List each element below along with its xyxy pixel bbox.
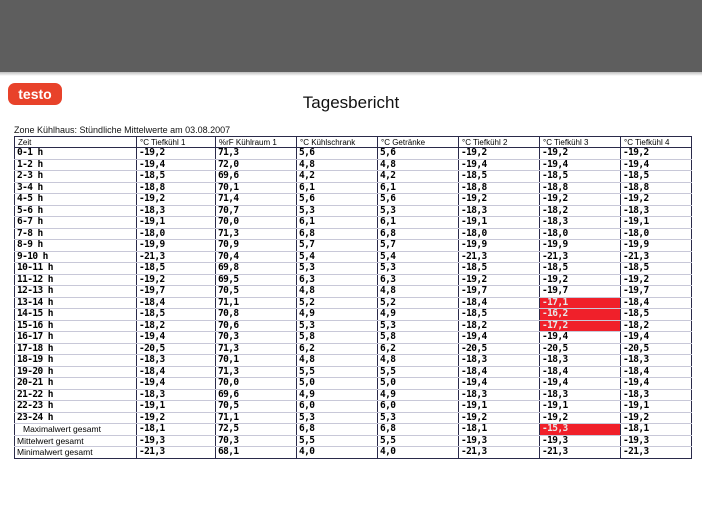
table-row	[15, 286, 692, 298]
value-cell: -19,7	[621, 286, 692, 298]
value-cell: 5,8	[297, 332, 378, 344]
value-cell: 5,8	[378, 332, 459, 344]
value-cell: 4,9	[378, 309, 459, 321]
value-cell: -19,7	[459, 286, 540, 298]
value-cell: -19,2	[459, 274, 540, 286]
time-cell: 12-13 h	[15, 286, 137, 298]
summary-row	[15, 424, 692, 436]
value-cell: 5,5	[297, 435, 378, 447]
value-cell: 5,0	[297, 378, 378, 390]
table-row	[15, 378, 692, 390]
value-cell: 70,9	[216, 240, 297, 252]
value-cell: -18,3	[540, 355, 621, 367]
table-row	[15, 228, 692, 240]
hourly-averages-table	[14, 136, 692, 459]
value-cell: -18,3	[540, 217, 621, 229]
value-cell: 5,3	[297, 205, 378, 217]
value-cell: -19,2	[137, 274, 216, 286]
value-cell: -18,3	[137, 355, 216, 367]
value-cell: -16,2	[540, 309, 621, 321]
table-row	[15, 274, 692, 286]
value-cell: 6,2	[378, 343, 459, 355]
value-cell: 5,3	[378, 320, 459, 332]
value-cell: -21,3	[137, 447, 216, 459]
value-cell: -19,1	[621, 401, 692, 413]
value-cell: -18,8	[137, 182, 216, 194]
value-cell: -18,8	[621, 182, 692, 194]
value-cell: 4,8	[378, 355, 459, 367]
value-cell: -18,2	[459, 320, 540, 332]
value-cell: 5,6	[378, 148, 459, 160]
time-cell: 5-6 h	[15, 205, 137, 217]
value-cell: 5,3	[378, 205, 459, 217]
value-cell: -19,4	[621, 378, 692, 390]
value-cell: 6,3	[378, 274, 459, 286]
value-cell: 5,3	[378, 412, 459, 424]
value-cell: 69,6	[216, 389, 297, 401]
time-cell: 18-19 h	[15, 355, 137, 367]
table-row	[15, 355, 692, 367]
value-cell: -18,0	[540, 228, 621, 240]
value-cell: -19,7	[137, 286, 216, 298]
time-cell: 20-21 h	[15, 378, 137, 390]
table-row	[15, 366, 692, 378]
value-cell: 70,5	[216, 401, 297, 413]
value-cell: -18,5	[621, 263, 692, 275]
value-cell: -18,5	[540, 171, 621, 183]
value-cell: -19,4	[459, 332, 540, 344]
value-cell: 71,3	[216, 343, 297, 355]
value-cell: 70,0	[216, 217, 297, 229]
value-cell: -17,1	[540, 297, 621, 309]
value-cell: -18,5	[621, 171, 692, 183]
value-cell: 71,4	[216, 194, 297, 206]
value-cell: 6,8	[378, 424, 459, 436]
column-header: °C Getränke	[378, 137, 459, 148]
value-cell: -19,4	[621, 332, 692, 344]
value-cell: -18,3	[137, 205, 216, 217]
column-header: °C Kühlschrank	[297, 137, 378, 148]
value-cell: 69,5	[216, 274, 297, 286]
value-cell: 4,8	[378, 286, 459, 298]
table-row	[15, 194, 692, 206]
time-cell: 1-2 h	[15, 159, 137, 171]
value-cell: -20,5	[459, 343, 540, 355]
value-cell: 5,6	[297, 194, 378, 206]
value-cell: 5,5	[378, 366, 459, 378]
value-cell: 6,0	[378, 401, 459, 413]
value-cell: -19,2	[137, 194, 216, 206]
value-cell: -19,1	[540, 401, 621, 413]
value-cell: -19,2	[621, 412, 692, 424]
time-cell: 11-12 h	[15, 274, 137, 286]
report-title: Tagesbericht	[302, 93, 400, 112]
table-row	[15, 148, 692, 160]
time-cell: 2-3 h	[15, 171, 137, 183]
time-cell: 15-16 h	[15, 320, 137, 332]
value-cell: 4,9	[297, 389, 378, 401]
value-cell: -20,5	[540, 343, 621, 355]
value-cell: 5,7	[378, 240, 459, 252]
value-cell: 6,8	[378, 228, 459, 240]
value-cell: -19,3	[137, 435, 216, 447]
time-cell: 17-18 h	[15, 343, 137, 355]
value-cell: -19,7	[540, 286, 621, 298]
table-row	[15, 217, 692, 229]
value-cell: -18,4	[459, 366, 540, 378]
time-cell: 13-14 h	[15, 297, 137, 309]
value-cell: 4,8	[297, 286, 378, 298]
value-cell: 5,4	[378, 251, 459, 263]
value-cell: -19,2	[137, 148, 216, 160]
value-cell: -19,2	[540, 274, 621, 286]
value-cell: 6,1	[297, 217, 378, 229]
value-cell: -18,3	[540, 389, 621, 401]
value-cell: -19,2	[540, 412, 621, 424]
value-cell: 70,6	[216, 320, 297, 332]
value-cell: -19,9	[137, 240, 216, 252]
value-cell: -18,1	[137, 424, 216, 436]
value-cell: 5,3	[297, 320, 378, 332]
value-cell: -18,1	[621, 424, 692, 436]
value-cell: -19,4	[459, 378, 540, 390]
value-cell: -21,3	[540, 447, 621, 459]
time-cell: 7-8 h	[15, 228, 137, 240]
time-cell: 6-7 h	[15, 217, 137, 229]
value-cell: -18,3	[621, 389, 692, 401]
logo-text: testo	[18, 86, 52, 102]
time-cell: 9-10 h	[15, 251, 137, 263]
value-cell: -21,3	[459, 251, 540, 263]
value-cell: -19,2	[137, 412, 216, 424]
time-cell: 4-5 h	[15, 194, 137, 206]
value-cell: -19,2	[621, 194, 692, 206]
value-cell: -18,5	[459, 309, 540, 321]
value-cell: 6,1	[378, 182, 459, 194]
summary-label: Mittelwert gesamt	[15, 435, 137, 447]
value-cell: 5,7	[297, 240, 378, 252]
value-cell: 71,3	[216, 366, 297, 378]
value-cell: 70,7	[216, 205, 297, 217]
value-cell: -18,2	[137, 320, 216, 332]
table-row	[15, 240, 692, 252]
table-row	[15, 309, 692, 321]
summary-row	[15, 447, 692, 459]
value-cell: -18,5	[459, 263, 540, 275]
table-header-row	[15, 137, 692, 148]
value-cell: -19,1	[459, 401, 540, 413]
value-cell: 70,0	[216, 378, 297, 390]
table-row	[15, 401, 692, 413]
table-body	[15, 148, 692, 459]
value-cell: 4,9	[297, 309, 378, 321]
value-cell: 70,3	[216, 435, 297, 447]
value-cell: 5,2	[378, 297, 459, 309]
table-row	[15, 263, 692, 275]
value-cell: -18,5	[137, 263, 216, 275]
value-cell: -19,4	[621, 159, 692, 171]
value-cell: -18,2	[540, 205, 621, 217]
column-header: °C Tiefkühl 1	[137, 137, 216, 148]
time-cell: 10-11 h	[15, 263, 137, 275]
value-cell: 6,8	[297, 424, 378, 436]
value-cell: -18,8	[540, 182, 621, 194]
value-cell: -19,4	[137, 378, 216, 390]
value-cell: -18,3	[459, 355, 540, 367]
value-cell: 5,5	[378, 435, 459, 447]
value-cell: -19,4	[137, 159, 216, 171]
value-cell: 70,3	[216, 332, 297, 344]
value-cell: 4,2	[297, 171, 378, 183]
value-cell: 5,3	[378, 263, 459, 275]
column-header: °C Tiefkühl 2	[459, 137, 540, 148]
value-cell: -19,3	[540, 435, 621, 447]
value-cell: 4,8	[297, 355, 378, 367]
value-cell: -18,3	[459, 205, 540, 217]
value-cell: -19,1	[621, 217, 692, 229]
value-cell: 70,8	[216, 309, 297, 321]
time-cell: 22-23 h	[15, 401, 137, 413]
value-cell: 5,3	[297, 263, 378, 275]
value-cell: 69,6	[216, 171, 297, 183]
value-cell: -18,4	[621, 366, 692, 378]
time-cell: 23-24 h	[15, 412, 137, 424]
value-cell: 70,4	[216, 251, 297, 263]
value-cell: -19,9	[459, 240, 540, 252]
value-cell: 4,8	[378, 159, 459, 171]
value-cell: -19,1	[459, 217, 540, 229]
value-cell: 71,1	[216, 297, 297, 309]
value-cell: -19,4	[137, 332, 216, 344]
value-cell: 70,1	[216, 355, 297, 367]
value-cell: -19,2	[459, 194, 540, 206]
time-cell: 21-22 h	[15, 389, 137, 401]
summary-label: Maximalwert gesamt	[15, 424, 137, 436]
value-cell: 6,0	[297, 401, 378, 413]
value-cell: -18,5	[540, 263, 621, 275]
table-row	[15, 171, 692, 183]
table-row	[15, 389, 692, 401]
value-cell: -18,5	[137, 171, 216, 183]
table-row	[15, 205, 692, 217]
value-cell: -19,1	[137, 401, 216, 413]
value-cell: -21,3	[459, 447, 540, 459]
value-cell: -18,3	[621, 355, 692, 367]
value-cell: 4,2	[378, 171, 459, 183]
time-cell: 0-1 h	[15, 148, 137, 160]
table-row	[15, 332, 692, 344]
table-row	[15, 297, 692, 309]
header-shadow	[0, 72, 702, 76]
value-cell: -20,5	[621, 343, 692, 355]
column-header: °C Tiefkühl 3	[540, 137, 621, 148]
value-cell: 6,2	[297, 343, 378, 355]
value-cell: -18,4	[540, 366, 621, 378]
table-row	[15, 251, 692, 263]
value-cell: -18,3	[137, 389, 216, 401]
report-subtitle: Zone Kühlhaus: Stündliche Mittelwerte am 03.08.2007	[14, 125, 231, 135]
value-cell: -19,4	[540, 159, 621, 171]
value-cell: -18,0	[621, 228, 692, 240]
value-cell: -18,2	[621, 320, 692, 332]
value-cell: 4,0	[378, 447, 459, 459]
value-cell: -19,4	[459, 159, 540, 171]
value-cell: -19,4	[540, 332, 621, 344]
table-row	[15, 343, 692, 355]
value-cell: -21,3	[621, 251, 692, 263]
value-cell: -19,2	[621, 148, 692, 160]
value-cell: 68,1	[216, 447, 297, 459]
value-cell: -19,2	[621, 274, 692, 286]
value-cell: -18,0	[137, 228, 216, 240]
value-cell: -19,3	[621, 435, 692, 447]
value-cell: 5,2	[297, 297, 378, 309]
value-cell: -21,3	[621, 447, 692, 459]
value-cell: -19,2	[540, 148, 621, 160]
value-cell: -18,4	[621, 297, 692, 309]
value-cell: 4,9	[378, 389, 459, 401]
value-cell: 70,5	[216, 286, 297, 298]
value-cell: -17,2	[540, 320, 621, 332]
column-header: °C Tiefkühl 4	[621, 137, 692, 148]
value-cell: 4,8	[297, 159, 378, 171]
value-cell: -21,3	[137, 251, 216, 263]
table-row	[15, 412, 692, 424]
value-cell: 71,3	[216, 228, 297, 240]
time-cell: 3-4 h	[15, 182, 137, 194]
value-cell: 71,1	[216, 412, 297, 424]
value-cell: -19,1	[137, 217, 216, 229]
value-cell: -18,5	[137, 309, 216, 321]
value-cell: -19,3	[459, 435, 540, 447]
value-cell: -19,2	[459, 148, 540, 160]
value-cell: -19,4	[540, 378, 621, 390]
value-cell: 5,0	[378, 378, 459, 390]
value-cell: -18,8	[459, 182, 540, 194]
value-cell: -21,3	[540, 251, 621, 263]
value-cell: -18,4	[137, 366, 216, 378]
column-header: Zeit	[15, 137, 137, 148]
table-row	[15, 159, 692, 171]
value-cell: -18,4	[137, 297, 216, 309]
value-cell: -18,3	[459, 389, 540, 401]
value-cell: -18,5	[459, 171, 540, 183]
value-cell: 5,3	[297, 412, 378, 424]
time-cell: 8-9 h	[15, 240, 137, 252]
value-cell: -18,0	[459, 228, 540, 240]
value-cell: -20,5	[137, 343, 216, 355]
table-row	[15, 320, 692, 332]
value-cell: -18,4	[459, 297, 540, 309]
value-cell: 5,4	[297, 251, 378, 263]
time-cell: 14-15 h	[15, 309, 137, 321]
value-cell: -19,2	[540, 194, 621, 206]
value-cell: -19,9	[621, 240, 692, 252]
value-cell: 5,5	[297, 366, 378, 378]
value-cell: 72,0	[216, 159, 297, 171]
value-cell: 6,3	[297, 274, 378, 286]
value-cell: 69,8	[216, 263, 297, 275]
time-cell: 16-17 h	[15, 332, 137, 344]
value-cell: 4,0	[297, 447, 378, 459]
value-cell: -18,1	[459, 424, 540, 436]
value-cell: -15,3	[540, 424, 621, 436]
summary-row	[15, 435, 692, 447]
column-header: %rF Kühlraum 1	[216, 137, 297, 148]
value-cell: 6,1	[297, 182, 378, 194]
value-cell: -19,9	[540, 240, 621, 252]
window-header-bar	[0, 0, 702, 72]
time-cell: 19-20 h	[15, 366, 137, 378]
table-row	[15, 182, 692, 194]
value-cell: 5,6	[297, 148, 378, 160]
summary-label: Minimalwert gesamt	[15, 447, 137, 459]
value-cell: 6,1	[378, 217, 459, 229]
value-cell: 71,3	[216, 148, 297, 160]
value-cell: 5,6	[378, 194, 459, 206]
value-cell: 6,8	[297, 228, 378, 240]
value-cell: -18,3	[621, 205, 692, 217]
value-cell: -19,2	[459, 412, 540, 424]
value-cell: 70,1	[216, 182, 297, 194]
value-cell: 72,5	[216, 424, 297, 436]
value-cell: -18,5	[621, 309, 692, 321]
